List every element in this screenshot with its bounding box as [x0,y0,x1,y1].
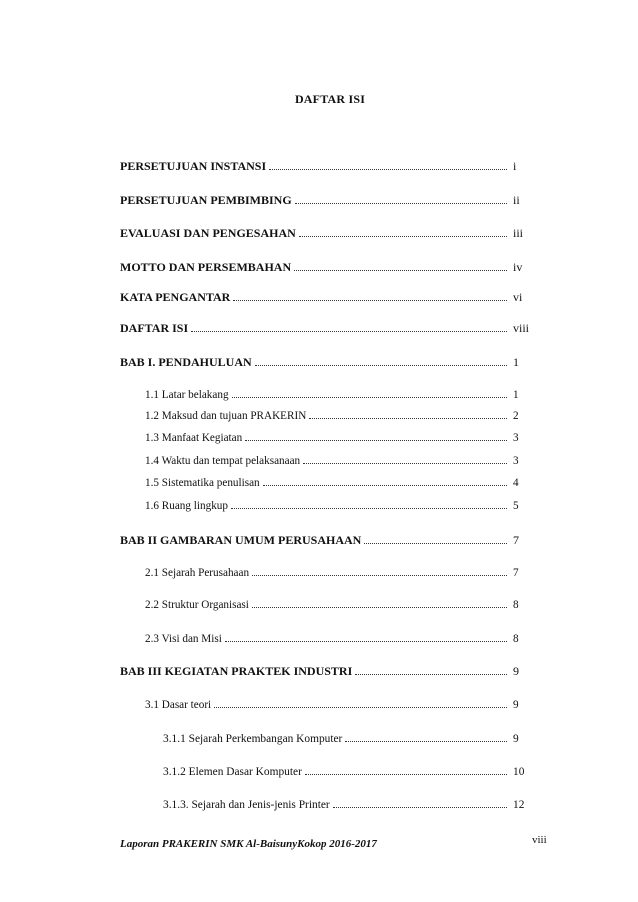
toc-entry-label: 1.5 Sistematika penulisan [145,477,260,489]
toc-entry-label: KATA PENGANTAR [120,290,231,304]
toc-entry-label: PERSETUJUAN INSTANSI [120,159,267,173]
toc-entry-label: 1.3 Manfaat Kegiatan [145,432,243,444]
toc-entry-3-1-1[interactable] [163,731,541,747]
toc-entry-page: viii [513,321,530,335]
dot-leader [295,203,507,204]
dot-leader [345,741,507,742]
footer-page-number: viii [532,834,547,846]
toc-entry-page: 3 [513,432,519,444]
dot-leader [355,674,507,675]
toc-entry-2-1[interactable] [145,565,541,581]
toc-entry-1-2[interactable] [145,408,541,424]
dot-leader [252,607,507,608]
toc-entry-label: 3.1.1 Sejarah Perkembangan Komputer [163,733,343,745]
toc-entry-page: iii [513,226,524,240]
toc-entry-3-1-2[interactable] [163,764,541,780]
toc-entry-page: 5 [513,500,519,512]
toc-entry-label: 1.1 Latar belakang [145,389,229,401]
dot-leader [309,418,507,419]
toc-entry-page: ii [513,193,520,207]
dot-leader [364,543,507,544]
toc-entry-1-6[interactable] [145,498,541,514]
toc-entry-bab-3[interactable] [120,663,541,679]
toc-entry-page: iv [513,260,523,274]
toc-entry-label: 2.2 Struktur Organisasi [145,599,249,611]
dot-leader [333,807,507,808]
dot-leader [233,300,507,301]
dot-leader [252,575,507,576]
toc-entry-label: PERSETUJUAN PEMBIMBING [120,193,292,207]
toc-entry-label: BAB I. PENDAHULUAN [120,355,252,369]
toc-entry-page: 10 [513,766,525,778]
toc-entry-label: 1.6 Ruang lingkup [145,500,228,512]
toc-entry-page: 4 [513,477,519,489]
toc-entry-page: 1 [513,355,519,369]
toc-entry-label: 1.2 Maksud dan tujuan PRAKERIN [145,410,307,422]
toc-entry-persetujuan-instansi[interactable] [120,158,541,174]
toc-entry-daftar-isi[interactable] [120,320,541,336]
toc-entry-motto-dan-persembahan[interactable] [120,259,541,275]
dot-leader [299,236,507,237]
toc-entry-page: 3 [513,455,519,467]
toc-entry-page: i [513,159,517,173]
dot-leader [231,508,507,509]
toc-entry-page: 9 [513,699,519,711]
toc-entry-label: MOTTO DAN PERSEMBAHAN [120,260,292,274]
toc-entry-1-5[interactable] [145,475,541,491]
toc-entry-page: 9 [513,664,519,678]
toc-entry-label: EVALUASI DAN PENGESAHAN [120,226,296,240]
toc-entry-evaluasi-dan-pengesahan[interactable] [120,225,541,241]
toc-entry-label: 3.1.2 Elemen Dasar Komputer [163,766,302,778]
toc-entry-page: 1 [513,389,519,401]
dot-leader [225,641,507,642]
dot-leader [255,365,507,366]
toc-entry-label: DAFTAR ISI [120,321,189,335]
dot-leader [191,331,507,332]
toc-entry-label: 3.1 Dasar teori [145,699,212,711]
footer-report-title: Laporan PRAKERIN SMK Al-BaisunyKokop 2016-2017 [120,838,377,850]
toc-entry-3-1[interactable] [145,697,541,713]
toc-entry-page: 9 [513,733,519,745]
toc-entry-label: 3.1.3. Sejarah dan Jenis-jenis Printer [163,799,330,811]
toc-entry-page: 8 [513,599,519,611]
toc-entry-page: 8 [513,633,519,645]
toc-entry-label: 2.3 Visi dan Misi [145,633,222,645]
toc-entry-kata-pengantar[interactable] [120,289,541,305]
toc-entry-bab-1[interactable] [120,354,541,370]
toc-entry-bab-2[interactable] [120,532,541,548]
toc-entry-1-4[interactable] [145,453,541,469]
dot-leader [232,397,507,398]
dot-leader [294,270,507,271]
toc-entry-page: 7 [513,567,519,579]
dot-leader [263,485,507,486]
toc-entry-1-1[interactable] [145,387,541,403]
dot-leader [305,774,507,775]
toc-entry-label: 1.4 Waktu dan tempat pelaksanaan [145,455,301,467]
toc-entry-persetujuan-pembimbing[interactable] [120,192,541,208]
toc-entry-page: 12 [513,799,525,811]
dot-leader [245,440,507,441]
toc-entry-page: vi [513,290,523,304]
toc-entry-1-3[interactable] [145,430,541,446]
toc-entry-label: BAB II GAMBARAN UMUM PERUSAHAAN [120,533,362,547]
dot-leader [269,169,507,170]
dot-leader [214,707,507,708]
toc-entry-label: 2.1 Sejarah Perusahaan [145,567,250,579]
toc-entry-page: 7 [513,533,519,547]
toc-entry-label: BAB III KEGIATAN PRAKTEK INDUSTRI [120,664,353,678]
toc-entry-3-1-3[interactable] [163,797,541,813]
toc-entry-page: 2 [513,410,519,422]
page-title: DAFTAR ISI [294,92,366,106]
toc-entry-2-3[interactable] [145,631,541,647]
toc-entry-2-2[interactable] [145,597,541,613]
dot-leader [303,463,507,464]
